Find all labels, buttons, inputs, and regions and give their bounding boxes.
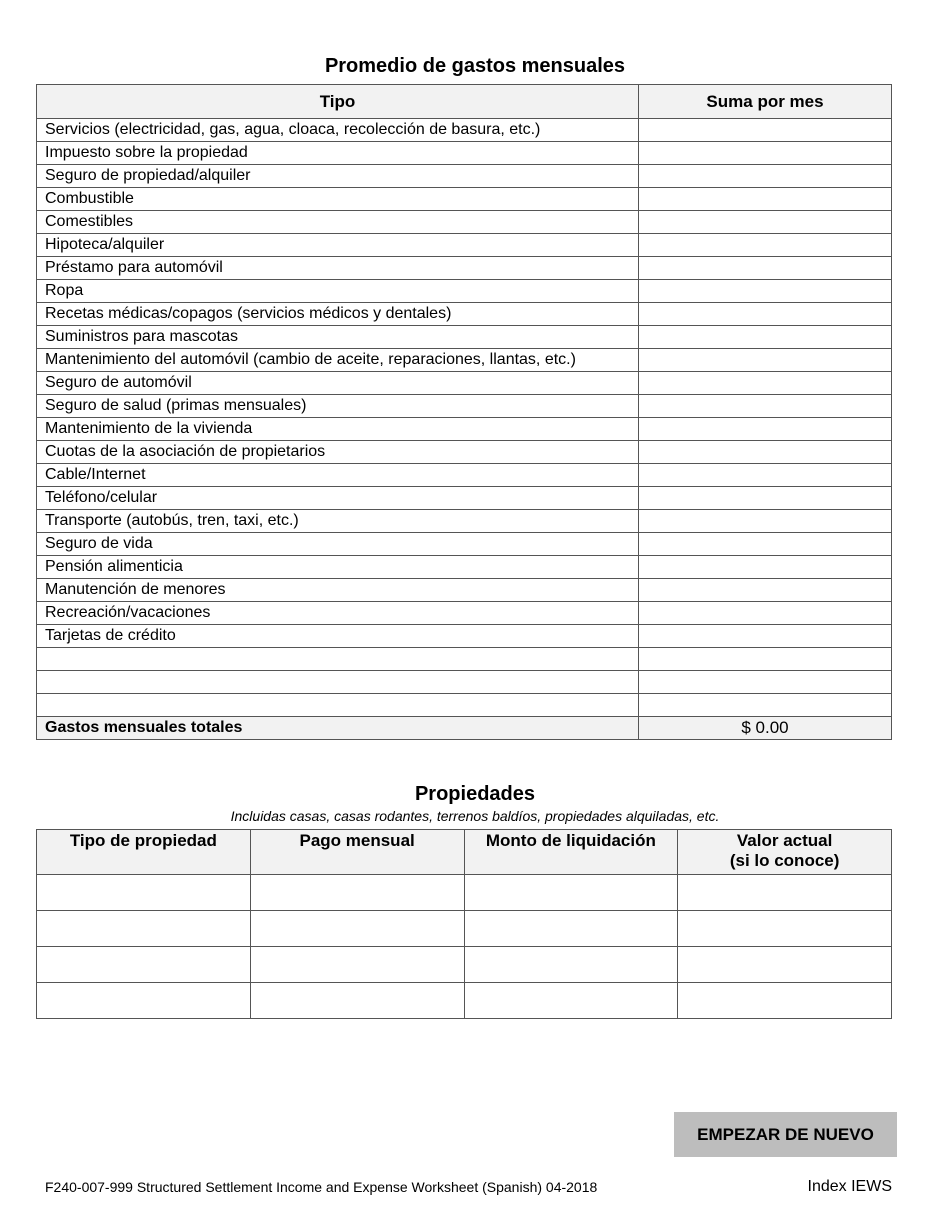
expense-amount-cell[interactable] <box>639 694 892 717</box>
expense-row <box>37 579 892 602</box>
expense-row <box>37 142 892 165</box>
property-row <box>37 947 892 983</box>
property-monthly-payment-cell[interactable] <box>250 911 464 947</box>
expense-type-cell: Tarjetas de crédito <box>37 625 639 648</box>
expense-row <box>37 188 892 211</box>
property-row <box>37 983 892 1019</box>
expense-type-cell: Mantenimiento del automóvil (cambio de aceite, reparaciones, llantas, etc.) <box>37 349 639 372</box>
property-monthly-payment-cell[interactable] <box>250 875 464 911</box>
expenses-total-value: $ 0.00 <box>639 717 892 740</box>
expense-amount-cell[interactable] <box>639 188 892 211</box>
property-type-cell[interactable] <box>37 983 251 1019</box>
expense-row <box>37 326 892 349</box>
properties-title: Propiedades <box>414 783 536 805</box>
expense-type-cell: Suministros para mascotas <box>37 326 639 349</box>
expense-row <box>37 372 892 395</box>
expense-amount-cell[interactable] <box>639 464 892 487</box>
properties-header-current-value-line1: Valor actual <box>736 831 833 850</box>
expenses-title: Promedio de gastos mensuales <box>324 55 626 77</box>
expense-type-cell: Hipoteca/alquiler <box>37 234 639 257</box>
expense-type-cell <box>37 694 639 717</box>
expense-amount-cell[interactable] <box>639 395 892 418</box>
expense-row <box>37 625 892 648</box>
expense-row <box>37 694 892 717</box>
expense-row <box>37 395 892 418</box>
property-current-value-cell[interactable] <box>678 875 892 911</box>
expense-type-cell: Comestibles <box>37 211 639 234</box>
expense-amount-cell[interactable] <box>639 441 892 464</box>
expense-type-cell: Seguro de vida <box>37 533 639 556</box>
expense-row <box>37 165 892 188</box>
expense-amount-cell[interactable] <box>639 119 892 142</box>
expense-row <box>37 280 892 303</box>
expense-amount-cell[interactable] <box>639 510 892 533</box>
property-payoff-cell[interactable] <box>464 983 678 1019</box>
expense-amount-cell[interactable] <box>639 556 892 579</box>
properties-header-payoff: Monto de liquidación <box>464 830 678 875</box>
expenses-body <box>37 119 892 740</box>
expense-row <box>37 119 892 142</box>
expense-row <box>37 671 892 694</box>
expenses-header-type: Tipo <box>37 85 639 119</box>
expense-amount-cell[interactable] <box>639 165 892 188</box>
expense-row <box>37 349 892 372</box>
property-payoff-cell[interactable] <box>464 911 678 947</box>
expense-type-cell: Cuotas de la asociación de propietarios <box>37 441 639 464</box>
expenses-header-row <box>37 85 892 119</box>
expense-amount-cell[interactable] <box>639 671 892 694</box>
footer-index: Index IEWS <box>807 1178 892 1195</box>
property-type-cell[interactable] <box>37 911 251 947</box>
expense-type-cell: Transporte (autobús, tren, taxi, etc.) <box>37 510 639 533</box>
expense-row <box>37 418 892 441</box>
properties-table <box>36 829 892 1019</box>
expense-amount-cell[interactable] <box>639 487 892 510</box>
properties-header-row <box>37 830 892 875</box>
expense-row <box>37 464 892 487</box>
expense-row <box>37 556 892 579</box>
property-row <box>37 875 892 911</box>
expenses-total-label: Gastos mensuales totales <box>37 717 639 740</box>
properties-header-type: Tipo de propiedad <box>37 830 251 875</box>
footer-form-id: F240-007-999 Structured Settlement Income and Expense Worksheet (Spanish) 04-2018 <box>45 1179 598 1195</box>
property-row <box>37 911 892 947</box>
start-over-button[interactable]: EMPEZAR DE NUEVO <box>674 1112 897 1157</box>
property-type-cell[interactable] <box>37 875 251 911</box>
properties-header-monthly-payment: Pago mensual <box>250 830 464 875</box>
expense-row <box>37 441 892 464</box>
expense-type-cell: Mantenimiento de la vivienda <box>37 418 639 441</box>
expense-amount-cell[interactable] <box>639 326 892 349</box>
expense-amount-cell[interactable] <box>639 349 892 372</box>
expense-amount-cell[interactable] <box>639 211 892 234</box>
properties-body <box>37 875 892 1019</box>
expense-amount-cell[interactable] <box>639 234 892 257</box>
expense-type-cell: Recreación/vacaciones <box>37 602 639 625</box>
property-type-cell[interactable] <box>37 947 251 983</box>
expenses-table <box>36 84 892 740</box>
expenses-total-row <box>37 717 892 740</box>
expense-row <box>37 303 892 326</box>
expense-type-cell: Teléfono/celular <box>37 487 639 510</box>
expense-amount-cell[interactable] <box>639 303 892 326</box>
property-payoff-cell[interactable] <box>464 947 678 983</box>
expense-row <box>37 648 892 671</box>
property-monthly-payment-cell[interactable] <box>250 947 464 983</box>
expense-row <box>37 211 892 234</box>
expense-type-cell: Ropa <box>37 280 639 303</box>
expense-row <box>37 602 892 625</box>
expense-type-cell: Combustible <box>37 188 639 211</box>
properties-header-current-value-line2: (si lo conoce) <box>729 851 840 870</box>
expense-type-cell: Cable/Internet <box>37 464 639 487</box>
expense-type-cell: Préstamo para automóvil <box>37 257 639 280</box>
expense-amount-cell[interactable] <box>639 257 892 280</box>
property-payoff-cell[interactable] <box>464 875 678 911</box>
expenses-header-amount: Suma por mes <box>639 85 892 119</box>
property-current-value-cell[interactable] <box>678 911 892 947</box>
expense-amount-cell[interactable] <box>639 418 892 441</box>
expense-amount-cell[interactable] <box>639 579 892 602</box>
properties-header-current-value <box>678 830 892 875</box>
expense-amount-cell[interactable] <box>639 372 892 395</box>
expense-amount-cell[interactable] <box>639 625 892 648</box>
expense-amount-cell[interactable] <box>639 648 892 671</box>
properties-subtitle: Incluidas casas, casas rodantes, terrenos baldíos, propiedades alquiladas, etc. <box>230 808 720 824</box>
expense-type-cell: Servicios (electricidad, gas, agua, cloaca, recolección de basura, etc.) <box>37 119 639 142</box>
expense-type-cell: Seguro de salud (primas mensuales) <box>37 395 639 418</box>
expense-amount-cell[interactable] <box>639 280 892 303</box>
expense-amount-cell[interactable] <box>639 533 892 556</box>
property-current-value-cell[interactable] <box>678 947 892 983</box>
property-current-value-cell[interactable] <box>678 983 892 1019</box>
expense-type-cell: Manutención de menores <box>37 579 639 602</box>
expense-type-cell: Seguro de automóvil <box>37 372 639 395</box>
expense-amount-cell[interactable] <box>639 142 892 165</box>
expense-row <box>37 510 892 533</box>
expense-row <box>37 257 892 280</box>
expense-type-cell <box>37 648 639 671</box>
expense-row <box>37 533 892 556</box>
expense-row <box>37 234 892 257</box>
property-monthly-payment-cell[interactable] <box>250 983 464 1019</box>
expense-amount-cell[interactable] <box>639 602 892 625</box>
expense-type-cell: Seguro de propiedad/alquiler <box>37 165 639 188</box>
expense-type-cell: Recetas médicas/copagos (servicios médicos y dentales) <box>37 303 639 326</box>
expense-row <box>37 487 892 510</box>
expense-type-cell: Pensión alimenticia <box>37 556 639 579</box>
expense-type-cell: Impuesto sobre la propiedad <box>37 142 639 165</box>
expense-type-cell <box>37 671 639 694</box>
